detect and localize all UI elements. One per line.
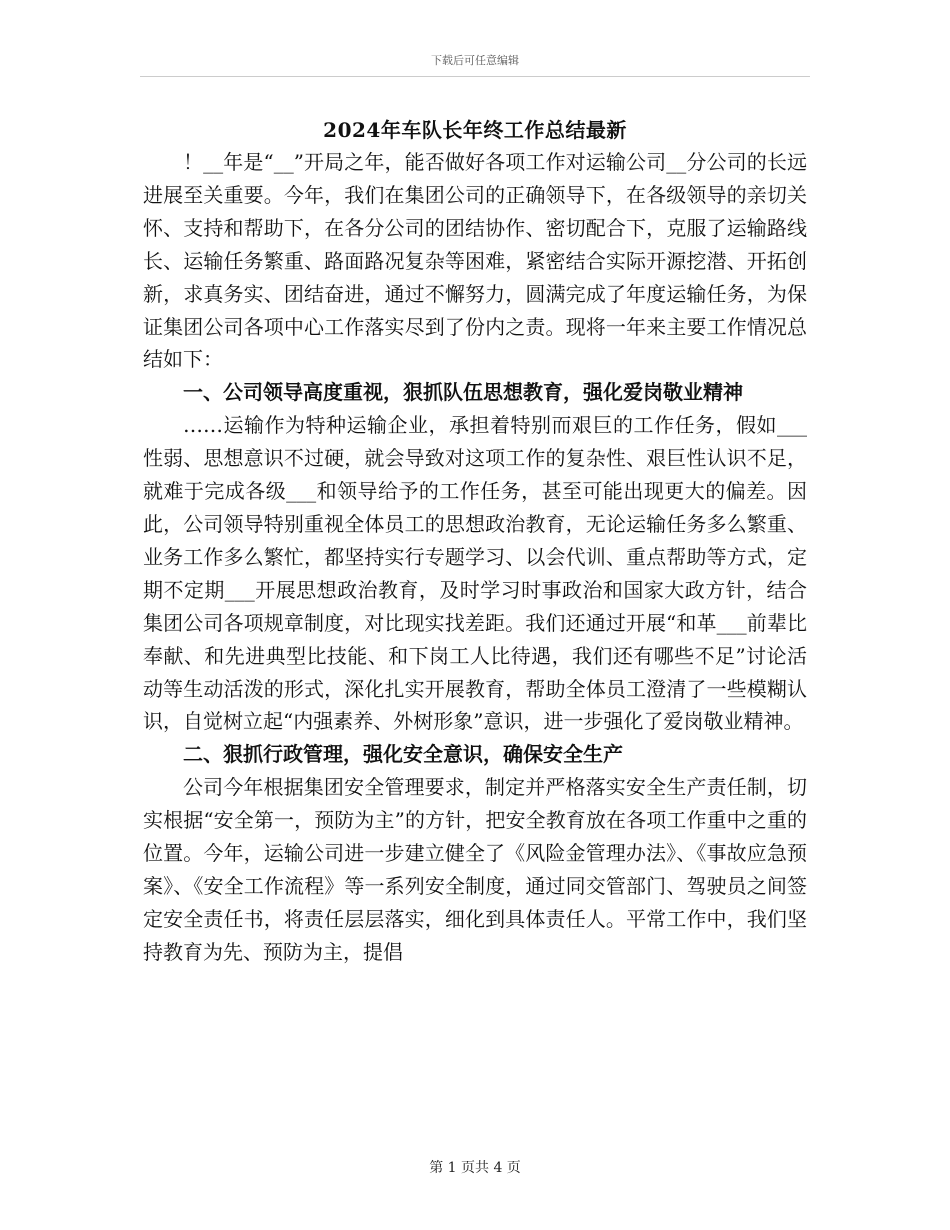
- header-divider: [140, 76, 810, 77]
- document-title: 2024年车队长年终工作总结最新: [323, 118, 627, 142]
- section-heading-1: 一、公司领导高度重视，狠抓队伍思想教育，强化爱岗敬业精神: [183, 380, 743, 405]
- page-header: 下载后可任意编辑: [431, 54, 519, 67]
- section-1-paragraph: ……运输作为特种运输企业，承担着特别而艰巨的工作任务，假如___性弱、思想意识不过硬，就会导致对这项工作的复杂性、艰巨性认识不足，就难于完成各级___和领导给予的工作任务，甚至可能出现更大的偏差。因此，公司领导特别重视全体员工的思想政治教育，无论运输任务多么繁重、业务工作多么繁忙，都坚持实行专题学习、以会代训、重点帮助等方式，定期不定期___开展思想政治教育，及时学习时事政治和国家大政方针，结合集团公司各项规章制度，对比现实找差距。我们还通过开展“和革___前辈比奉献、和先进典型比技能、和下岗工人比待遇，我们还有哪些不足”讨论活动等生动活泼的形式，深化扎实开展教育，帮助全体员工澄清了一些模糊认识，自觉树立起“内强素养、外树形象”意识，进一步强化了爱岗敬业精神。: [143, 413, 807, 734]
- document-body: [143, 146, 807, 969]
- intro-paragraph: ！__年是“__”开局之年，能否做好各项工作对运输公司__分公司的长远进展至关重要。今年，我们在集团公司的正确领导下，在各级领导的亲切关怀、支持和帮助下，在各分公司的团结协作、密切配合下，克服了运输路线长、运输任务繁重、路面路况复杂等困难，紧密结合实际开源挖潜、开拓创新，求真务实、团结奋进，通过不懈努力，圆满完成了年度运输任务，为保证集团公司各项中心工作落实尽到了份内之责。现将一年来主要工作情况总结如下：: [143, 150, 807, 372]
- section-heading-2: 二、狠抓行政管理，强化安全意识，确保安全生产: [183, 742, 623, 767]
- page-footer: 第 1 页共 4 页: [429, 1160, 521, 1176]
- section-2-paragraph: 公司今年根据集团安全管理要求，制定并严格落实安全生产责任制，切实根据“安全第一，预防为主”的方针，把安全教育放在各项工作重中之重的位置。今年，运输公司进一步建立健全了《风险金管理办法》、《事故应急预案》、《安全工作流程》等一系列安全制度，通过同交管部门、驾驶员之间签定安全责任书，将责任层层落实，细化到具体责任人。平常工作中，我们坚持教育为先、预防为主，提倡: [143, 775, 807, 964]
